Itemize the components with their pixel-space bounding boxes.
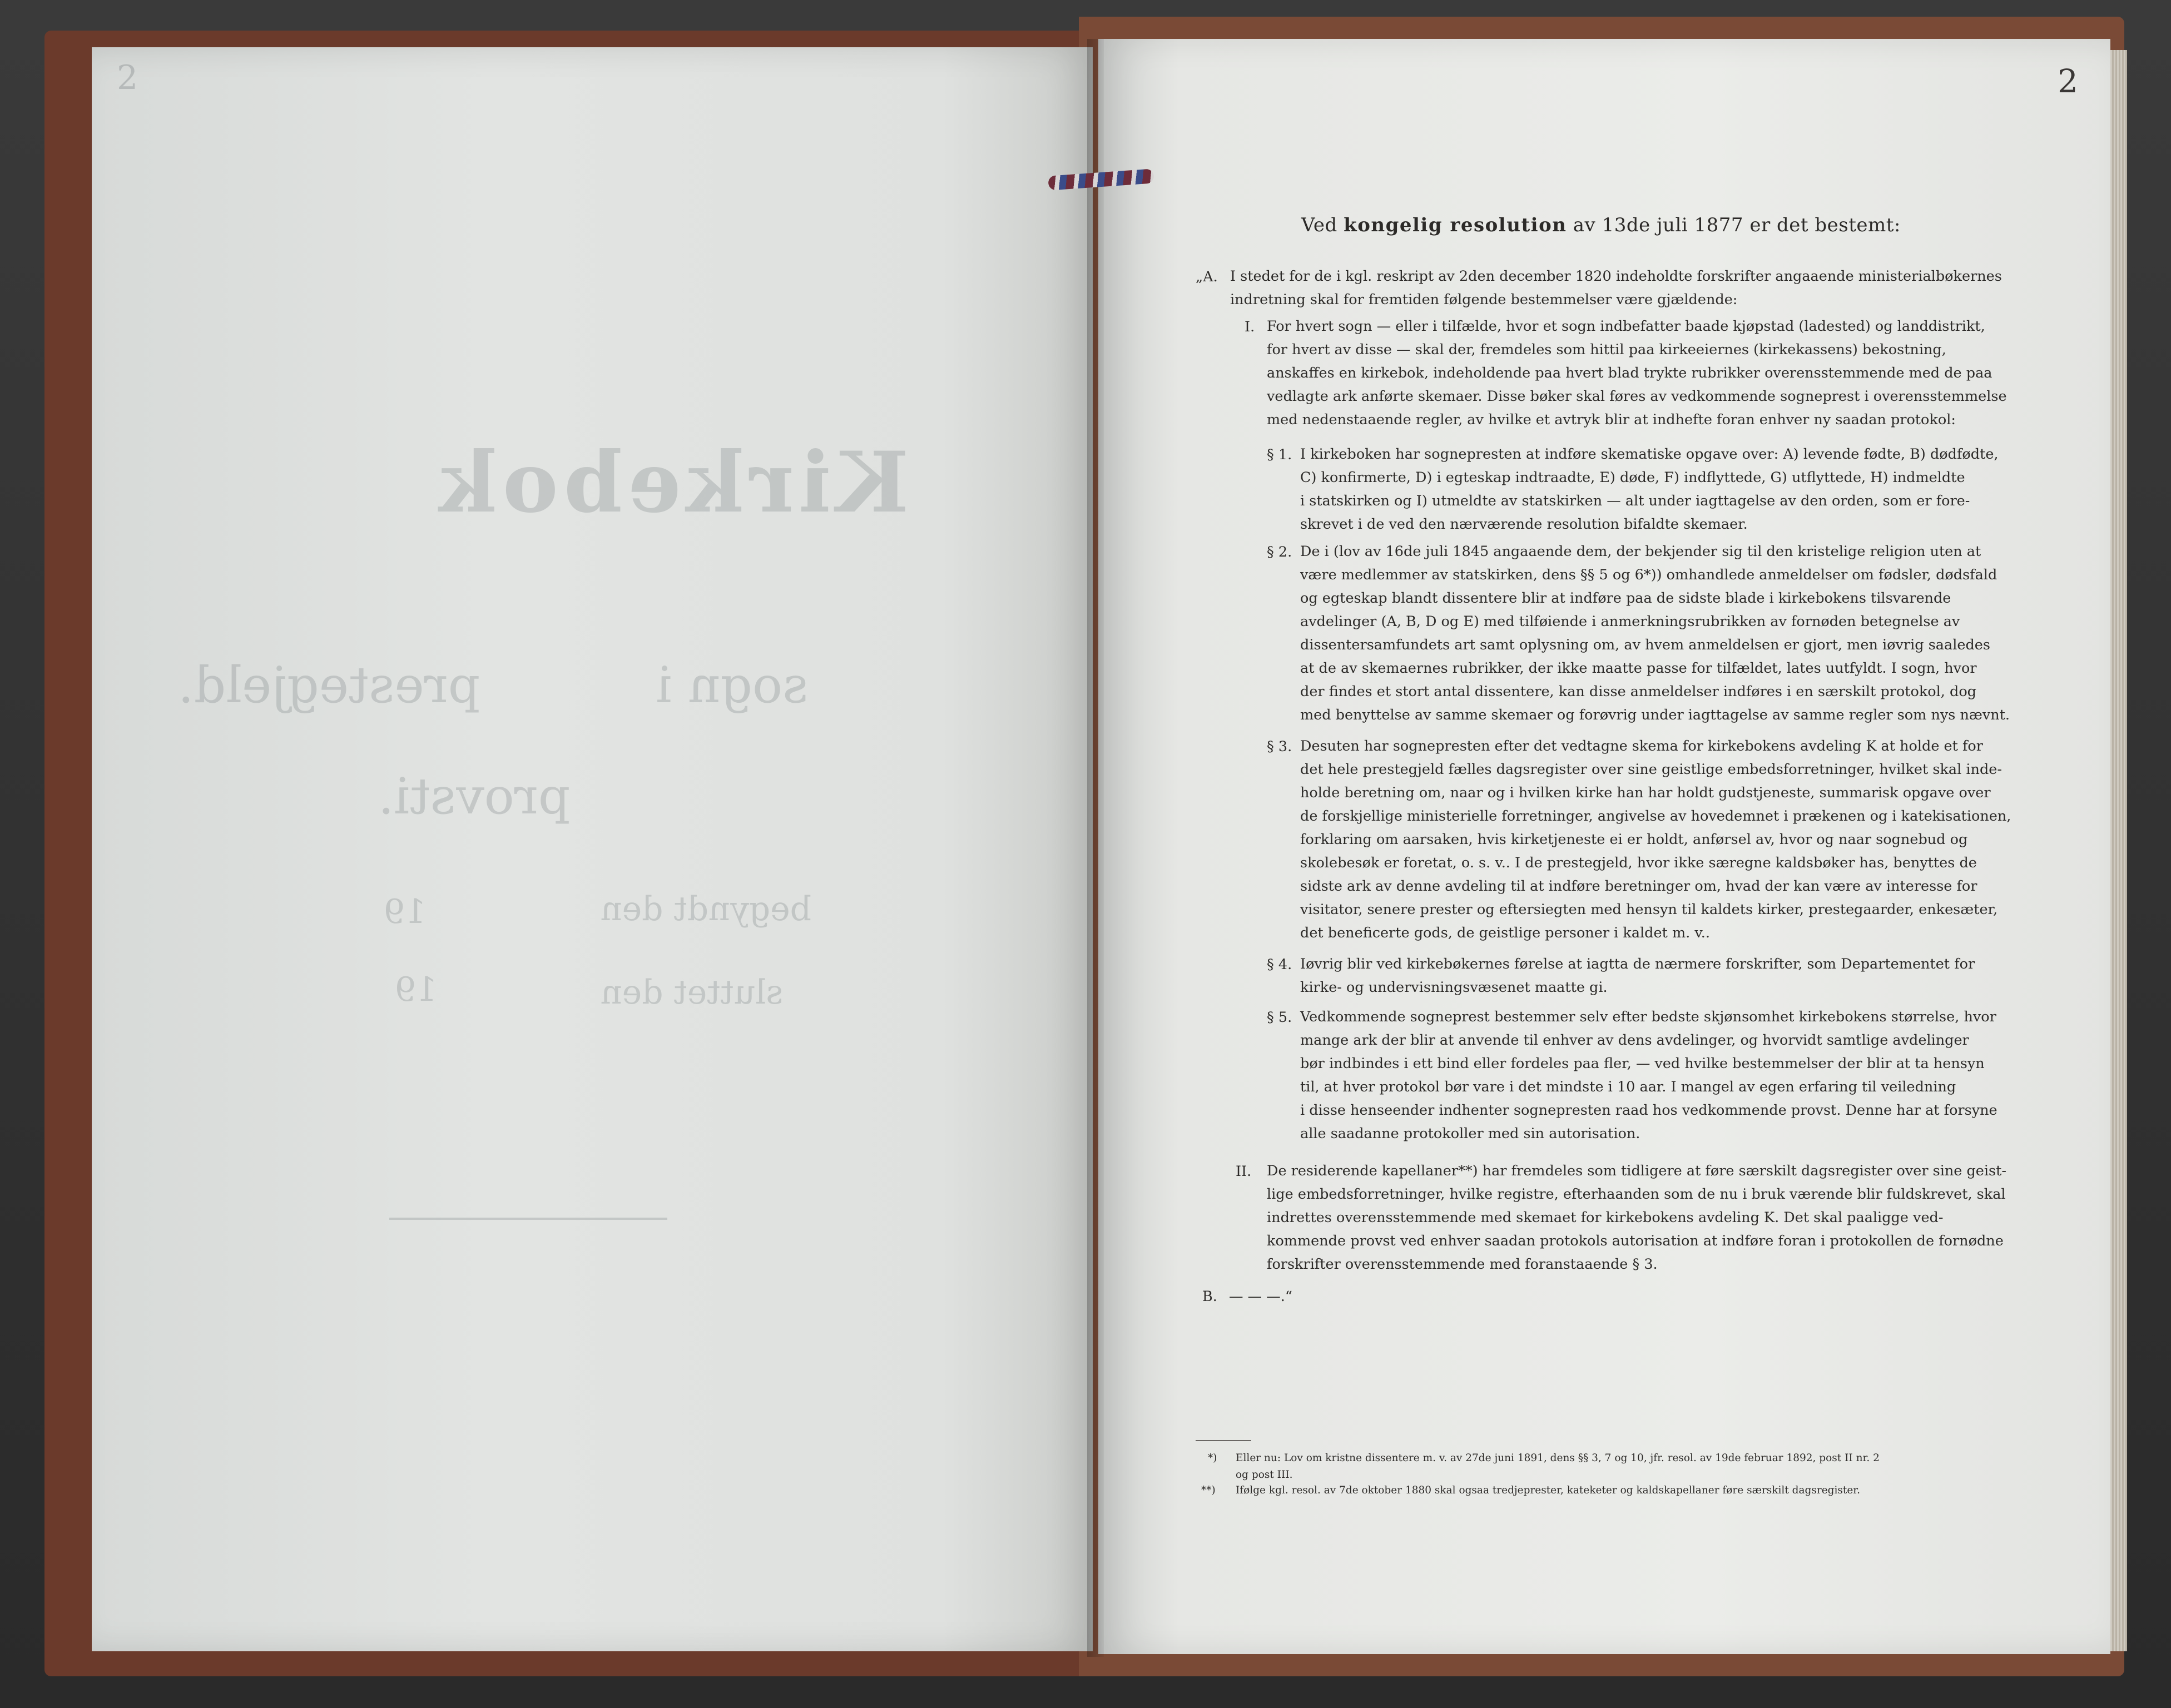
text-line: Iøvrig blir ved kirkebøkernes førelse at iagtta de nærmere forskrifter, som Departementet for <box>1300 956 1975 972</box>
page-number: 2 <box>2058 62 2078 100</box>
left-page-number: 2 <box>117 58 138 97</box>
left-page-sluttet-label: sluttet den <box>601 973 784 1012</box>
text-line: det beneficerte gods, de geistlige personer i kaldet m. v.. <box>1300 925 1710 941</box>
footnote-line: og post III. <box>1236 1469 1293 1481</box>
page-heading <box>1301 214 1901 236</box>
heading-bold: kongelig resolution <box>1344 214 1567 236</box>
text-line: indrettes overensstemmende med skemaet for kirkebokens avdeling K. Det skal paaligge ved- <box>1267 1209 1944 1226</box>
text-line: De i (lov av 16de juli 1845 angaaende dem, der bekjender sig til den kristelige religion uten at <box>1300 543 1981 560</box>
text-line: og egteskap blandt dissentere blir at indføre paa de sidste blade i kirkebokens tilsvarende <box>1300 590 1951 607</box>
text-line: med nedenstaaende regler, av hvilke et avtryk blir at indhefte foran enhver ny saadan protokol: <box>1267 411 1956 428</box>
text-line: med benyttelse av samme skemaer og forøvrig under iagttagelse av samme regler som nys nævnt. <box>1300 707 2010 723</box>
left-page-faint-rule <box>389 1218 667 1220</box>
section-i-text <box>1267 315 2007 431</box>
left-page-sogn-label: sogn i <box>656 656 809 714</box>
text-line: i disse henseender indhenter sognepresten raad hos vedkommende provst. Denne har at forsyne <box>1300 1102 1997 1119</box>
section-b-text: — — —.“ <box>1229 1288 1292 1305</box>
book-gutter <box>1087 39 1104 1657</box>
left-page-year-a: 19 <box>384 892 427 931</box>
footnote-1-text <box>1236 1450 1880 1483</box>
text-line: at de av skemaernes rubrikker, der ikke maatte passe for tilfældet, lates uutfyldt. I sogn, hvor <box>1300 660 1977 677</box>
section-i-mark: I. <box>1245 319 1255 335</box>
paragraph-3-text <box>1300 734 2011 945</box>
footnote-line: Eller nu: Lov om kristne dissentere m. v. av 27de juni 1891, dens §§ 3, 7 og 10, jfr. resol. av 19de februar 1892, post II nr. 2 <box>1236 1452 1880 1464</box>
text-line: det hele prestegjeld fælles dagsregister over sine geistlige embedsforretninger, hvilket skal inde- <box>1300 761 2002 778</box>
text-line: til, at hver protokol bør vare i det mindste i 10 aar. I mangel av egen erfaring til veiledning <box>1300 1079 1956 1095</box>
text-line: vedlagte ark anførte skemaer. Disse bøker skal føres av vedkommende sogneprest i overensstemmelse <box>1267 388 2007 405</box>
text-line: bør indbindes i ett bind eller fordeles paa fler, — ved hvilke bestemmelser der blir at ta hensyn <box>1300 1055 1985 1072</box>
paragraph-2-text <box>1300 540 2010 727</box>
text-line: For hvert sogn — eller i tilfælde, hvor et sogn indbefatter baade kjøpstad (ladested) og landdistrikt, <box>1267 318 1985 335</box>
paragraph-1-text <box>1300 443 1999 536</box>
text-line: kommende provst ved enhver saadan protokols autorisation at indføre foran i protokollen de fornødne <box>1267 1233 2004 1249</box>
page-edges <box>2110 50 2127 1651</box>
text-line: anskaffes en kirkebok, indeholdende paa hvert blad trykte rubrikker overensstemmende med de paa <box>1267 365 1992 381</box>
text-line: Vedkommende sogneprest bestemmer selv efter bedste skjønsomhet kirkebokens størrelse, hvor <box>1300 1009 1996 1025</box>
left-page-year-b: 19 <box>395 970 438 1009</box>
text-line: visitator, senere prester og eftersiegten med hensyn til kaldets kirker, prestegaarder, enkesæter, <box>1300 901 1998 918</box>
text-line: i statskirken og I) utmeldte av statskirken — alt under iagttagelse av den orden, som er fore- <box>1300 493 1970 509</box>
left-page-prestegjeld-label: prestegjeld. <box>178 656 480 714</box>
text-line: holde beretning om, naar og i hvilken kirke han har holdt gudstjeneste, summarisk opgave over <box>1300 785 1991 801</box>
footnote-1-mark: *) <box>1208 1452 1217 1464</box>
footnote-2-text: Ifølge kgl. resol. av 7de oktober 1880 skal ogsaa tredjeprester, kateketer og kaldskapellaner føre særskilt dagsregister. <box>1236 1484 1860 1496</box>
text-line: Desuten har sognepresten efter det vedtagne skema for kirkebokens avdeling K at holde et for <box>1300 738 1983 754</box>
section-b-mark: B. <box>1202 1288 1217 1305</box>
heading-prefix: Ved <box>1301 214 1344 236</box>
text-line: der findes et stort antal dissentere, kan disse anmeldelser indføres i en særskilt protokol, dog <box>1300 683 1977 700</box>
footnote-rule <box>1196 1440 1251 1441</box>
text-line: alle saadanne protokoller med sin autorisation. <box>1300 1125 1640 1142</box>
text-line: for hvert av disse — skal der, fremdeles som hittil paa kirkeeiernes (kirkekassens) bekostning, <box>1267 341 1946 358</box>
text-line: indretning skal for fremtiden følgende bestemmelser være gjældende: <box>1230 291 1738 308</box>
text-line: lige embedsforretninger, hvilke registre, efterhaanden som de nu i bruk værende blir fuldskrevet, skal <box>1267 1186 2006 1203</box>
left-page-provsti-label: provsti. <box>378 767 571 826</box>
section-ii-mark: II. <box>1236 1163 1252 1180</box>
paragraph-4-text <box>1300 952 1975 999</box>
left-page-title: Kirkebok <box>434 434 909 532</box>
paragraph-5-mark: § 5. <box>1267 1009 1292 1026</box>
text-line: sidste ark av denne avdeling til at indføre beretninger om, hvad der kan være av interesse for <box>1300 878 1977 895</box>
paragraph-4-mark: § 4. <box>1267 956 1292 973</box>
text-line: mange ark der blir at anvende til enhver av dens avdelinger, og hvorvidt samtlige avdelinger <box>1300 1032 1969 1049</box>
text-line: skolebesøk er foretat, o. s. v.. I de prestegjeld, hvor ikke særegne kaldsbøker has, benyttes de <box>1300 855 1977 871</box>
section-a-text <box>1230 265 2002 311</box>
left-page-begynt-label: begyndt den <box>601 890 812 929</box>
text-line: være medlemmer av statskirken, dens §§ 5 og 6*)) omhandlede anmeldelser om fødsler, dødsfald <box>1300 567 1997 583</box>
text-line: de forskjellige ministerielle forretninger, angivelse av hovedemnet i prækenen og i katekisationen, <box>1300 808 2011 825</box>
paragraph-1-mark: § 1. <box>1267 446 1292 463</box>
section-ii-text <box>1267 1159 2006 1276</box>
text-line: dissentersamfundets art samt oplysning om, av hvem anmeldelsen er gjort, men iøvrig saaledes <box>1300 637 1990 653</box>
section-a-mark: „A. <box>1196 269 1218 285</box>
paragraph-5-text <box>1300 1005 1997 1145</box>
text-line: C) konfirmerte, D) i egteskap indtraadte, E) døde, F) indflyttede, G) utflyttede, H) indmeldte <box>1300 469 1965 486</box>
text-line: kirke- og undervisningsvæsenet maatte gi. <box>1300 979 1608 996</box>
paragraph-3-mark: § 3. <box>1267 738 1292 755</box>
text-line: forskrifter overensstemmende med foranstaaende § 3. <box>1267 1256 1658 1273</box>
text-line: forklaring om aarsaken, hvis kirketjeneste ei er holdt, anførsel av, hvor og naar sognebud og <box>1300 831 1968 848</box>
text-line: avdelinger (A, B, D og E) med tilføiende i anmerkningsrubrikken av fornøden betegnelse av <box>1300 613 1960 630</box>
heading-suffix: av 13de juli 1877 er det bestemt: <box>1567 214 1901 236</box>
text-line: De residerende kapellaner**) har fremdeles som tidligere at føre særskilt dagsregister over sine geist- <box>1267 1163 2006 1179</box>
left-page <box>92 47 1093 1651</box>
footnote-2-mark: **) <box>1201 1484 1216 1496</box>
text-line: I stedet for de i kgl. reskript av 2den december 1820 indeholdte forskrifter angaaende ministerialbøkernes <box>1230 268 2002 285</box>
text-line: I kirkeboken har sognepresten at indføre skematiske opgave over: A) levende fødte, B) dødfødte, <box>1300 446 1999 463</box>
paragraph-2-mark: § 2. <box>1267 544 1292 560</box>
text-line: skrevet i de ved den nærværende resolution bifaldte skemaer. <box>1300 516 1748 533</box>
